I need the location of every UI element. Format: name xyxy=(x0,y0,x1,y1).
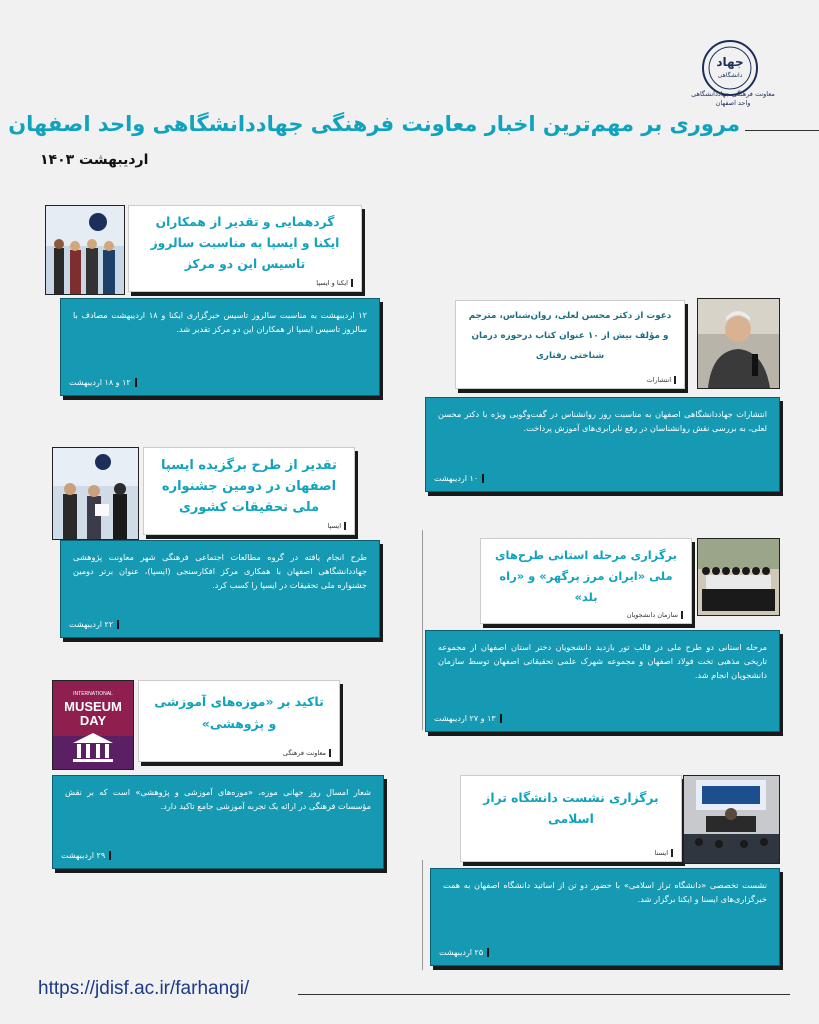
news-photo-museum-day-poster xyxy=(52,680,134,770)
issue-date: اردیبهشت ۱۴۰۳ xyxy=(40,152,149,168)
news-title: گردهمایی و تقدیر از همکاران ایکنا و ایسپا به مناسبت سالروز تاسیس این دو مرکز xyxy=(150,215,340,271)
news-card-5[interactable] xyxy=(138,680,340,762)
news-photo-award xyxy=(52,447,139,540)
news-date: ۱۲ و ۱۸ اردیبهشت xyxy=(69,378,137,387)
news-photo-dr-laali xyxy=(697,298,780,389)
news-source: معاونت فرهنگی xyxy=(283,749,331,757)
news-photo-staff-gathering xyxy=(45,205,125,295)
news-source: ایکنا و ایسپا xyxy=(316,279,353,287)
news-date: ۲۲ اردیبهشت xyxy=(69,620,119,629)
news-body-3 xyxy=(60,540,380,638)
news-photo-seminar xyxy=(683,775,780,864)
news-body: شعار امسال روز جهانی موزه، «موزه‌های آموزشی و پژوهشی» است که بر نقش مؤسسات فرهنگی در ارائه یک تجربه آموزشی جامع تاکید دارد. xyxy=(65,787,371,811)
news-date: ۲۵ اردیبهشت xyxy=(439,948,489,957)
svg-text:دانشگاهی: دانشگاهی xyxy=(717,72,743,79)
svg-text:DAY: DAY xyxy=(79,713,107,728)
news-title: تاکید بر «موزه‌های آموزشی و پژوهشی» xyxy=(154,694,324,731)
news-body-6 xyxy=(430,868,780,966)
news-card-6[interactable] xyxy=(460,775,682,862)
news-card-4[interactable] xyxy=(480,538,692,624)
news-title: دعوت از دکتر محسن لعلی، روان‌شناس، مترجم و مؤلف بیش از ۱۰ عنوان کتاب درحوزه درمان شناختی رفتاری xyxy=(468,311,672,361)
news-photo-student-tour xyxy=(697,538,780,616)
news-body: نشست تخصصی «دانشگاه تراز اسلامی» با حضور دو تن از اساتید دانشگاه اصفهان به همت خبرگزاری‌های ایسنا و ایکنا برگزار شد. xyxy=(443,880,767,904)
news-body-4 xyxy=(425,630,780,732)
news-title: برگزاری مرحله استانی طرح‌های ملی «ایران مرز پرگهر» و «راه بلد» xyxy=(495,548,677,604)
timeline-divider xyxy=(422,530,423,730)
news-source: ایسنا xyxy=(655,849,673,857)
jahad-logo xyxy=(700,38,760,98)
news-card-2[interactable] xyxy=(455,300,685,389)
news-body-5 xyxy=(52,775,384,869)
news-body: ۱۲ اردیبهشت به مناسبت سالروز تاسیس خبرگزاری ایکنا و ۱۸ اردیبهشت مصادف با سالروز تاسیس ایسپا از همکاران این دو مرکز تقدیر شد. xyxy=(73,310,367,334)
news-title: تقدیر از طرح برگزیده ایسپا اصفهان در دومین جشنواره ملی تحقیقات کشوری xyxy=(161,458,337,515)
title-divider xyxy=(745,130,819,131)
news-card-1[interactable] xyxy=(128,205,362,292)
news-body-2 xyxy=(425,397,780,492)
news-date: ۲۹ اردیبهشت xyxy=(61,851,111,860)
page-title: مروری بر مهم‌ترین اخبار معاونت فرهنگی جهاددانشگاهی واحد اصفهان xyxy=(8,112,740,136)
news-body: مرحله استانی دو طرح ملی در قالب تور بازدید دانشجویان دختر استان اصفهان از مجموعه تاریخی مذهبی تخت فولاد اصفهان و مجموعه شهرک علمی تحقیقاتی اصفهان توسط سازمان دانشجویان انجام شد. xyxy=(438,642,767,680)
website-link[interactable]: https://jdisf.ac.ir/farhangi/ xyxy=(38,978,250,999)
news-body: طرح انجام یافته در گروه مطالعات اجتماعی فرهنگی شهر معاونت پژوهشی جهاددانشگاهی اصفهان با همکاری مرکز افکارسنجی (ایسپا)، عنوان برتر دومین جشنواره ملی تحقیقات در ایسپا را کسب کرد. xyxy=(73,552,367,590)
org-name: معاونت فرهنگی جهاددانشگاهی واحد اصفهان xyxy=(691,90,775,107)
news-source: ایسپا xyxy=(328,522,346,530)
news-card-3[interactable] xyxy=(143,447,355,535)
timeline-divider xyxy=(422,860,423,970)
news-body-1 xyxy=(60,298,380,396)
svg-text:INTERNATIONAL: INTERNATIONAL xyxy=(73,691,113,697)
news-source: انتشارات xyxy=(647,376,676,384)
news-body: انتشارات جهاددانشگاهی اصفهان به مناسبت روز روانشناس در گفت‌وگویی ویژه با دکتر محسن لعلی، به بررسی نقش روانشناسان در رفع نابرابری‌های آموزش پرداخت. xyxy=(438,409,767,433)
svg-text:جهاد: جهاد xyxy=(716,55,744,69)
news-source: سازمان دانشجویان xyxy=(627,611,683,619)
news-date: ۱۰ اردیبهشت xyxy=(434,474,484,483)
svg-text:MUSEUM: MUSEUM xyxy=(64,699,122,714)
news-date: ۱۳ و ۲۷ اردیبهشت xyxy=(434,714,502,723)
footer-divider xyxy=(298,994,790,995)
news-title: برگزاری نشست دانشگاه تراز اسلامی xyxy=(483,791,659,826)
